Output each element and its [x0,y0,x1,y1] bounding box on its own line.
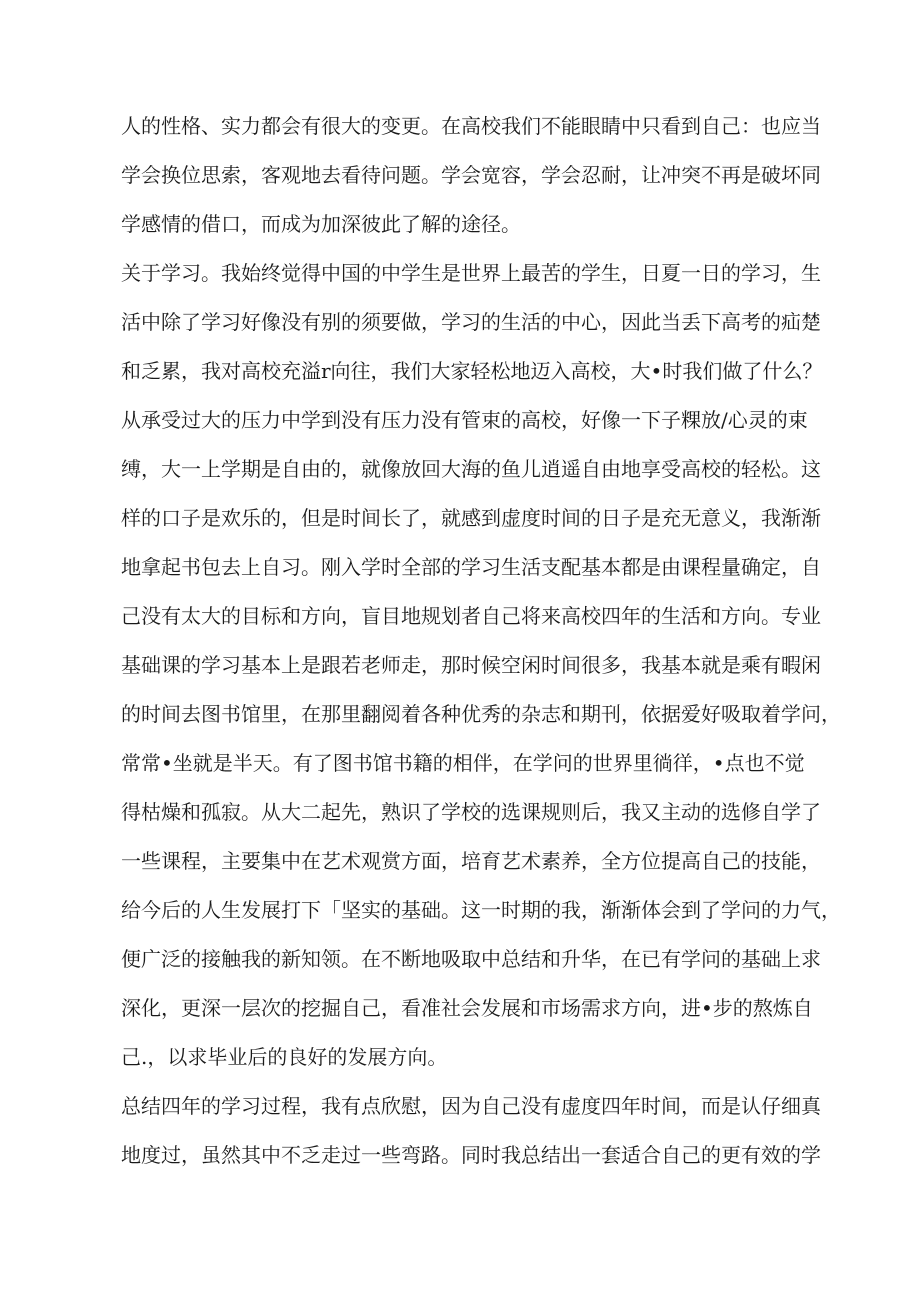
text-line: 己没有太大的目标和方向，盲目地规划者自己将来高校四年的生活和方向。专业 [121,604,821,628]
text-line: 关于学习。我始终觉得中国的中学生是世界上最苦的学生，日夏一日的学习，生 [121,261,821,285]
text-line: 学会换位思索，客观地去看待问题。学会宽容，学会忍耐，让冲突不再是破坏同 [121,163,821,187]
text-line: 基础课的学习基本上是跟若老师走，那时候空闲时间很多，我基本就是乘有暇闲 [121,653,821,677]
text-line: 人的性格、实力都会有很大的变更。在高校我们不能眼睛中只看到自己：也应当 [121,114,821,138]
text-line: 一些课程，主要集中在艺术观赏方面，培育艺术素养，全方位提高自己的技能， [121,849,821,873]
text-line: 常常•坐就是半天。有了图书馆书籍的相伴，在学问的世界里徜徉，•点也不觉 [121,751,805,775]
text-line: 己.，以求毕业后的良好的发展方向。 [121,1045,448,1069]
text-line: 学感情的借口，而成为加深彼此了解的途径。 [121,212,521,236]
text-line: 地度过，虽然其中不乏走过一些弯路。同时我总结出一套适合自己的更有效的学 [121,1143,821,1167]
text-line: 地拿起书包去上自习。刚入学时全部的学习生活支配基本都是由课程量确定，自 [121,555,821,579]
text-line: 活中除了学习好像没有别的须要做，学习的生活的中心，因此当丢下高考的疝楚 [121,310,821,334]
text-line: 给今后的人生发展打下「坚实的基础。这一时期的我，渐渐体会到了学问的力气， [121,898,841,922]
text-line: 和乏累，我对高校充溢r向往，我们大家轻松地迈入高校，大•时我们做了什么？ [121,359,823,383]
text-line: 得枯燥和孤寂。从大二起先，熟识了学校的选课规则后，我又主动的选修自学了 [121,800,821,824]
text-line: 便广泛的接触我的新知领。在不断地吸取中总结和升华，在已有学问的基础上求 [121,947,821,971]
text-line: 从承受过大的压力中学到没有压力没有管束的高校，好像一下子粿放/心灵的束 [121,408,808,432]
text-line: 缚，大一上学期是自由的，就像放回大海的鱼儿逍遥自由地享受高校的轻松。这 [121,457,821,481]
text-line: 样的口子是欢乐的，但是时间长了，就感到虚度时间的日子是充无意义，我渐渐 [121,506,821,530]
text-line: 的时间去图书馆里，在那里翻阅着各种优秀的杂志和期刊，依据爱好吸取着学问， [121,702,841,726]
text-line: 总结四年的学习过程，我有点欣慰，因为自己没有虚度四年时间，而是认仔细真 [121,1094,821,1118]
text-line: 深化，更深一层次的挖掘自己，看准社会发展和市场需求方向，进•步的熬炼自 [121,996,813,1020]
